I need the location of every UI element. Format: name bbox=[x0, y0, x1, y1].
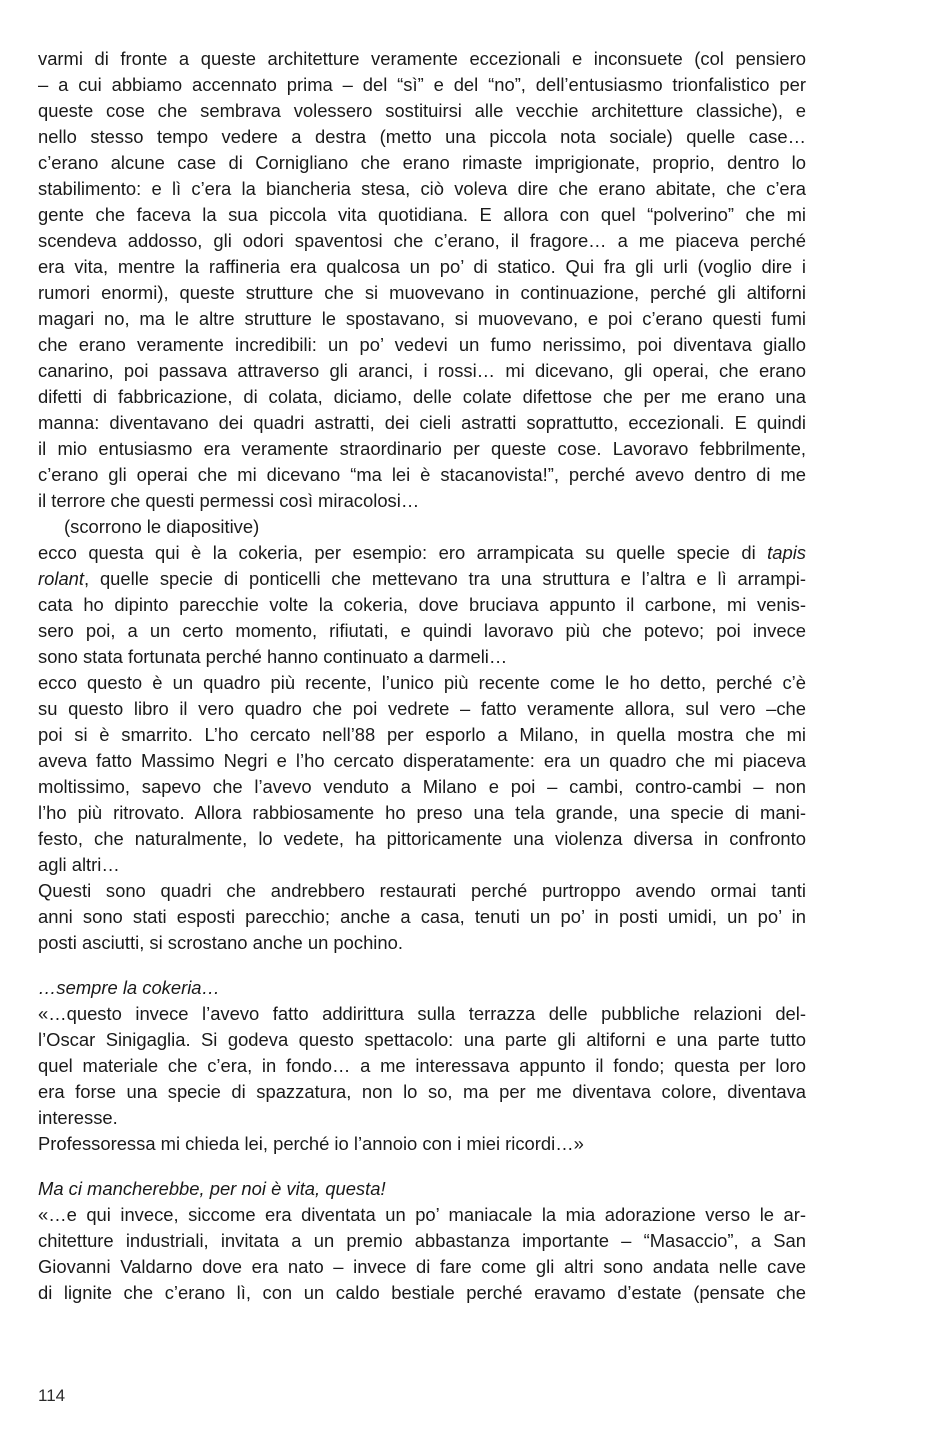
text-line bbox=[38, 306, 806, 332]
text-segment: su questo libro il vero quadro che poi vedrete – fatto veramente allora, sul vero –che bbox=[38, 698, 806, 719]
text-segment: di lignite che c’erano lì, con un caldo bestiale perché eravamo d’estate (pensate che bbox=[38, 1282, 806, 1303]
text-line bbox=[38, 566, 806, 592]
text-segment: Ma ci mancherebbe, per noi è vita, questa! bbox=[38, 1178, 386, 1199]
text-line bbox=[38, 254, 806, 280]
text-segment: aveva fatto Massimo Negri e l’ho cercato disperatamente: era un quadro che mi piaceva bbox=[38, 750, 806, 771]
text-segment: Questi sono quadri che andrebbero restaurati perché purtroppo avendo ormai tanti bbox=[38, 880, 806, 901]
text-line bbox=[38, 1254, 806, 1280]
text-line bbox=[38, 774, 806, 800]
text-segment: difetti di fabbricazione, di colata, diciamo, delle colate difettose che per me erano una bbox=[38, 386, 806, 407]
text-line bbox=[38, 436, 806, 462]
page-number: 114 bbox=[38, 1386, 66, 1405]
text-line bbox=[38, 644, 806, 670]
text-line bbox=[38, 1105, 806, 1131]
text-segment: , quelle specie di ponticelli che mettevano tra una struttura e l’altra e lì arrampi- bbox=[84, 568, 806, 589]
text-line bbox=[38, 150, 806, 176]
text-line bbox=[38, 540, 806, 566]
text-segment: manna: diventavano dei quadri astratti, dei cieli astratti soprattutto, eccezionali. E quindi bbox=[38, 412, 806, 433]
text-line bbox=[38, 975, 806, 1001]
text-segment: cata ho dipinto parecchie volte la cokeria, dove bruciava appunto il carbone, mi venis- bbox=[38, 594, 806, 615]
text-segment: ecco questo è un quadro più recente, l’unico più recente come le ho detto, perché c’è bbox=[38, 672, 806, 693]
text-segment: magari no, ma le altre strutture le spostavano, si muovevano, e poi c’erano questi fumi bbox=[38, 308, 806, 329]
text-segment: «…questo invece l’avevo fatto addirittura sulla terrazza delle pubbliche relazioni del- bbox=[38, 1003, 806, 1024]
text-segment: chitetture industriali, invitata a un premio abbastanza importante – “Masaccio”, a San bbox=[38, 1230, 806, 1251]
text-line bbox=[38, 748, 806, 774]
text-line bbox=[38, 592, 806, 618]
text-line bbox=[38, 904, 806, 930]
paragraph-gap bbox=[38, 956, 806, 975]
text-line bbox=[38, 98, 806, 124]
text-line bbox=[38, 878, 806, 904]
text-segment: (scorrono le diapositive) bbox=[64, 516, 260, 537]
text-line bbox=[38, 1280, 806, 1306]
text-line bbox=[38, 826, 806, 852]
page-body bbox=[38, 46, 806, 1306]
text-segment: era vita, mentre la raffineria era qualcosa un po’ di statico. Qui fra gli urli (voglio dire i bbox=[38, 256, 806, 277]
text-segment: l’Oscar Sinigaglia. Si godeva questo spettacolo: una parte gli altiforni e una parte tutto bbox=[38, 1029, 806, 1050]
text-line bbox=[38, 1027, 806, 1053]
text-segment: c’erano alcune case di Cornigliano che erano rimaste imprigionate, proprio, dentro lo bbox=[38, 152, 806, 173]
text-line bbox=[38, 1001, 806, 1027]
text-line bbox=[38, 332, 806, 358]
text-segment: il mio entusiasmo era veramente straordinario per queste cose. Lavoravo febbrilmente, bbox=[38, 438, 806, 459]
text-segment: Professoressa mi chieda lei, perché io l’annoio con i miei ricordi…» bbox=[38, 1133, 584, 1154]
text-segment: posti asciutti, si scrostano anche un pochino. bbox=[38, 932, 403, 953]
italic-term: rolant bbox=[38, 568, 85, 589]
text-segment: moltissimo, sapevo che l’avevo venduto a Milano e poi – cambi, contro-cambi – non bbox=[38, 776, 806, 797]
text-segment: varmi di fronte a queste architetture veramente eccezionali e inconsuete (col pensiero bbox=[38, 48, 806, 69]
text-segment: sero poi, a un certo momento, rifiutati, e quindi lavoravo più che potevo; poi invece bbox=[38, 620, 806, 641]
text-line bbox=[38, 1079, 806, 1105]
text-line bbox=[38, 384, 806, 410]
text-line bbox=[38, 228, 806, 254]
text-line bbox=[38, 852, 806, 878]
text-segment: «…e qui invece, siccome era diventata un po’ maniacale la mia adorazione verso le ar- bbox=[38, 1204, 806, 1225]
text-segment: era forse una specie di spazzatura, non lo so, ma per me diventava colore, diventava bbox=[38, 1081, 806, 1102]
text-segment: poi si è smarrito. L’ho cercato nell’88 per esporlo a Milano, in quella mostra che mi bbox=[38, 724, 806, 745]
text-segment: canarino, poi passava attraverso gli aranci, i rossi… mi dicevano, gli operai, che erano bbox=[38, 360, 806, 381]
text-segment: ecco questa qui è la cokeria, per esempio: ero arrampicata su quelle specie di bbox=[38, 542, 768, 563]
text-line bbox=[38, 124, 806, 150]
text-segment: stabilimento: e lì c’era la biancheria stesa, ciò voleva dire che erano abitate, che c’era bbox=[38, 178, 806, 199]
text-segment: che erano veramente incredibili: un po’ vedevi un fumo nerissimo, poi diventava giallo bbox=[38, 334, 806, 355]
text-segment: festo, che naturalmente, lo vedete, ha pittoricamente una violenza diversa in confronto bbox=[38, 828, 806, 849]
paragraph-gap bbox=[38, 1157, 806, 1176]
text-line bbox=[38, 176, 806, 202]
text-segment: – a cui abbiamo accennato prima – del “sì” e del “no”, dell’entusiasmo trionfalistico per bbox=[38, 74, 806, 95]
text-line bbox=[38, 46, 806, 72]
text-line bbox=[38, 488, 806, 514]
text-line bbox=[38, 72, 806, 98]
text-line bbox=[38, 1202, 806, 1228]
text-segment: il terrore che questi permessi così miracolosi… bbox=[38, 490, 420, 511]
text-segment: c’erano gli operai che mi dicevano “ma lei è stacanovista!”, perché avevo dentro di me bbox=[38, 464, 806, 485]
text-segment: gente che faceva la sua piccola vita quotidiana. E allora con quel “polverino” che mi bbox=[38, 204, 806, 225]
text-segment: …sempre la cokeria… bbox=[38, 977, 220, 998]
text-segment: l’ho più ritrovato. Allora rabbiosamente ho preso una tela grande, una specie di mani- bbox=[38, 802, 806, 823]
text-line bbox=[38, 280, 806, 306]
text-line bbox=[38, 462, 806, 488]
text-line bbox=[38, 618, 806, 644]
text-segment: nello stesso tempo vedere a destra (metto una piccola nota sociale) quelle case… bbox=[38, 126, 806, 147]
text-line bbox=[38, 800, 806, 826]
text-segment: sono stata fortunata perché hanno continuato a darmeli… bbox=[38, 646, 508, 667]
text-segment: agli altri… bbox=[38, 854, 120, 875]
italic-term: tapis bbox=[767, 542, 806, 563]
text-line bbox=[38, 1176, 806, 1202]
text-line bbox=[38, 514, 806, 540]
text-segment: scendeva addosso, gli odori spaventosi che c’erano, il fragore… a me piaceva perché bbox=[38, 230, 806, 251]
text-segment: interesse. bbox=[38, 1107, 118, 1128]
text-line bbox=[38, 930, 806, 956]
text-line bbox=[38, 1228, 806, 1254]
text-line bbox=[38, 722, 806, 748]
text-line bbox=[38, 1131, 806, 1157]
text-segment: Giovanni Valdarno dove era nato – invece di fare come gli altri sono andata nelle cave bbox=[38, 1256, 806, 1277]
text-segment: queste cose che sembrava volessero sostituirsi alle vecchie architetture classiche), e bbox=[38, 100, 806, 121]
text-line bbox=[38, 670, 806, 696]
text-segment: rumori enormi), queste strutture che si muovevano in continuazione, perché gli altiforni bbox=[38, 282, 806, 303]
text-line bbox=[38, 696, 806, 722]
text-line bbox=[38, 410, 806, 436]
text-segment: quel materiale che c’era, in fondo… a me interessava appunto il fondo; questa per loro bbox=[38, 1055, 806, 1076]
text-line bbox=[38, 1053, 806, 1079]
text-line bbox=[38, 202, 806, 228]
text-segment: anni sono stati esposti parecchio; anche a casa, tenuti un po’ in posti umidi, un po’ in bbox=[38, 906, 806, 927]
text-line bbox=[38, 358, 806, 384]
